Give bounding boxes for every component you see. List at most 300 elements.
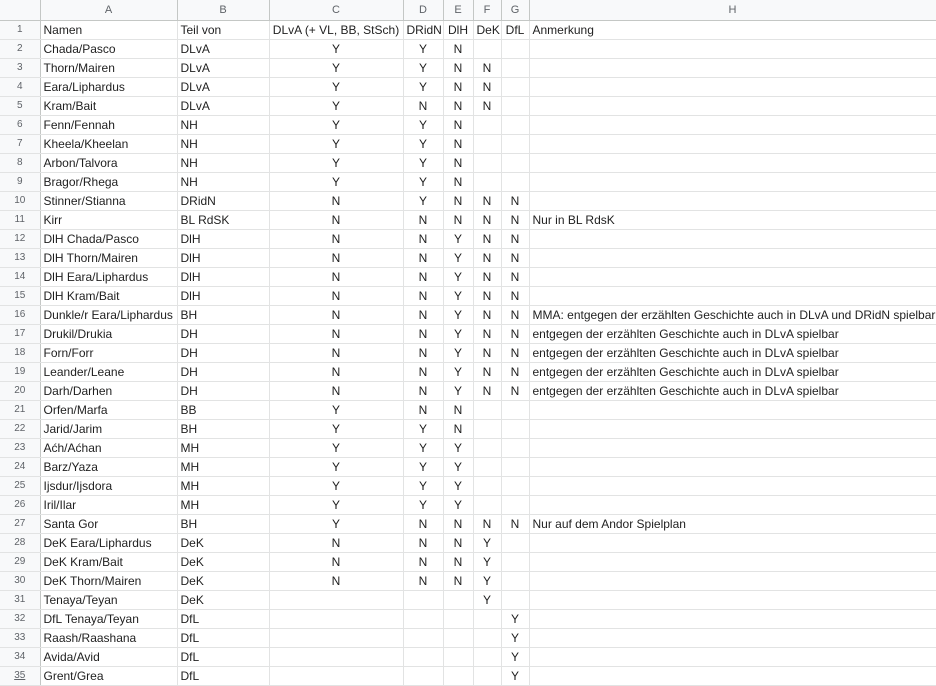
cell-f1[interactable]: DeK	[473, 20, 501, 39]
cell-f33[interactable]	[473, 628, 501, 647]
cell-d16[interactable]: N	[403, 305, 443, 324]
row-header[interactable]: 26	[0, 495, 40, 514]
cell-g35[interactable]: Y	[501, 666, 529, 685]
cell-g13[interactable]: N	[501, 248, 529, 267]
cell-a15[interactable]: DlH Kram/Bait	[40, 286, 177, 305]
cell-f26[interactable]	[473, 495, 501, 514]
cell-g17[interactable]: N	[501, 324, 529, 343]
cell-c11[interactable]: N	[269, 210, 403, 229]
cell-b22[interactable]: BH	[177, 419, 269, 438]
cell-c20[interactable]: N	[269, 381, 403, 400]
cell-b8[interactable]: NH	[177, 153, 269, 172]
cell-e1[interactable]: DlH	[443, 20, 473, 39]
cell-f18[interactable]: N	[473, 343, 501, 362]
cell-g7[interactable]	[501, 134, 529, 153]
cell-a32[interactable]: DfL Tenaya/Teyan	[40, 609, 177, 628]
cell-c8[interactable]: Y	[269, 153, 403, 172]
cell-d29[interactable]: N	[403, 552, 443, 571]
cell-h20[interactable]: entgegen der erzählten Geschichte auch in DLvA spielbar	[529, 381, 936, 400]
row-header[interactable]: 17	[0, 324, 40, 343]
cell-f14[interactable]: N	[473, 267, 501, 286]
cell-h28[interactable]	[529, 533, 936, 552]
cell-a22[interactable]: Jarid/Jarim	[40, 419, 177, 438]
cell-c33[interactable]	[269, 628, 403, 647]
cell-g4[interactable]	[501, 77, 529, 96]
cell-g23[interactable]	[501, 438, 529, 457]
cell-b21[interactable]: BB	[177, 400, 269, 419]
cell-c9[interactable]: Y	[269, 172, 403, 191]
row-header[interactable]: 20	[0, 381, 40, 400]
cell-d32[interactable]	[403, 609, 443, 628]
row-header[interactable]: 29	[0, 552, 40, 571]
cell-a13[interactable]: DlH Thorn/Mairen	[40, 248, 177, 267]
cell-b27[interactable]: BH	[177, 514, 269, 533]
cell-c5[interactable]: Y	[269, 96, 403, 115]
cell-f17[interactable]: N	[473, 324, 501, 343]
cell-c10[interactable]: N	[269, 191, 403, 210]
row-header[interactable]: 2	[0, 39, 40, 58]
row-header[interactable]: 31	[0, 590, 40, 609]
cell-f15[interactable]: N	[473, 286, 501, 305]
cell-g1[interactable]: DfL	[501, 20, 529, 39]
row-header[interactable]: 19	[0, 362, 40, 381]
cell-b26[interactable]: MH	[177, 495, 269, 514]
cell-g16[interactable]: N	[501, 305, 529, 324]
cell-e12[interactable]: Y	[443, 229, 473, 248]
cell-h30[interactable]	[529, 571, 936, 590]
cell-e6[interactable]: N	[443, 115, 473, 134]
cell-f34[interactable]	[473, 647, 501, 666]
cell-a31[interactable]: Tenaya/Teyan	[40, 590, 177, 609]
column-header-a[interactable]: A	[40, 0, 177, 20]
cell-h27[interactable]: Nur auf dem Andor Spielplan	[529, 514, 936, 533]
cell-d10[interactable]: Y	[403, 191, 443, 210]
cell-e19[interactable]: Y	[443, 362, 473, 381]
cell-a2[interactable]: Chada/Pasco	[40, 39, 177, 58]
cell-b13[interactable]: DlH	[177, 248, 269, 267]
cell-f12[interactable]: N	[473, 229, 501, 248]
cell-c32[interactable]	[269, 609, 403, 628]
cell-c6[interactable]: Y	[269, 115, 403, 134]
row-header[interactable]: 18	[0, 343, 40, 362]
cell-g31[interactable]	[501, 590, 529, 609]
cell-g14[interactable]: N	[501, 267, 529, 286]
cell-e3[interactable]: N	[443, 58, 473, 77]
cell-c4[interactable]: Y	[269, 77, 403, 96]
cell-a5[interactable]: Kram/Bait	[40, 96, 177, 115]
cell-g29[interactable]	[501, 552, 529, 571]
row-header[interactable]: 32	[0, 609, 40, 628]
cell-h7[interactable]	[529, 134, 936, 153]
cell-b20[interactable]: DH	[177, 381, 269, 400]
row-header[interactable]: 9	[0, 172, 40, 191]
cell-h18[interactable]: entgegen der erzählten Geschichte auch in DLvA spielbar	[529, 343, 936, 362]
cell-g22[interactable]	[501, 419, 529, 438]
cell-a9[interactable]: Bragor/Rhega	[40, 172, 177, 191]
cell-h14[interactable]	[529, 267, 936, 286]
row-header[interactable]: 28	[0, 533, 40, 552]
cell-d31[interactable]	[403, 590, 443, 609]
cell-c22[interactable]: Y	[269, 419, 403, 438]
cell-h8[interactable]	[529, 153, 936, 172]
cell-d7[interactable]: Y	[403, 134, 443, 153]
cell-h11[interactable]: Nur in BL RdsK	[529, 210, 936, 229]
cell-h13[interactable]	[529, 248, 936, 267]
cell-h6[interactable]	[529, 115, 936, 134]
cell-f19[interactable]: N	[473, 362, 501, 381]
cell-e30[interactable]: N	[443, 571, 473, 590]
row-header[interactable]: 15	[0, 286, 40, 305]
row-header[interactable]: 24	[0, 457, 40, 476]
row-header[interactable]: 8	[0, 153, 40, 172]
cell-b9[interactable]: NH	[177, 172, 269, 191]
cell-d3[interactable]: Y	[403, 58, 443, 77]
cell-e9[interactable]: N	[443, 172, 473, 191]
cell-a24[interactable]: Barz/Yaza	[40, 457, 177, 476]
cell-h26[interactable]	[529, 495, 936, 514]
row-header[interactable]: 34	[0, 647, 40, 666]
row-header[interactable]: 21	[0, 400, 40, 419]
cell-a4[interactable]: Eara/Liphardus	[40, 77, 177, 96]
cell-d26[interactable]: Y	[403, 495, 443, 514]
cell-d12[interactable]: N	[403, 229, 443, 248]
cell-f32[interactable]	[473, 609, 501, 628]
cell-h33[interactable]	[529, 628, 936, 647]
cell-b14[interactable]: DlH	[177, 267, 269, 286]
cell-a1[interactable]: Namen	[40, 20, 177, 39]
row-header[interactable]: 6	[0, 115, 40, 134]
row-header[interactable]: 25	[0, 476, 40, 495]
cell-c14[interactable]: N	[269, 267, 403, 286]
cell-e25[interactable]: Y	[443, 476, 473, 495]
cell-f20[interactable]: N	[473, 381, 501, 400]
cell-e16[interactable]: Y	[443, 305, 473, 324]
cell-a25[interactable]: Ijsdur/Ijsdora	[40, 476, 177, 495]
cell-b4[interactable]: DLvA	[177, 77, 269, 96]
cell-e21[interactable]: N	[443, 400, 473, 419]
cell-f35[interactable]	[473, 666, 501, 685]
cell-e2[interactable]: N	[443, 39, 473, 58]
cell-a10[interactable]: Stinner/Stianna	[40, 191, 177, 210]
cell-f11[interactable]: N	[473, 210, 501, 229]
cell-c12[interactable]: N	[269, 229, 403, 248]
cell-c34[interactable]	[269, 647, 403, 666]
cell-b10[interactable]: DRidN	[177, 191, 269, 210]
cell-h29[interactable]	[529, 552, 936, 571]
cell-d33[interactable]	[403, 628, 443, 647]
cell-f5[interactable]: N	[473, 96, 501, 115]
cell-c13[interactable]: N	[269, 248, 403, 267]
row-header[interactable]: 10	[0, 191, 40, 210]
row-header[interactable]: 7	[0, 134, 40, 153]
cell-a8[interactable]: Arbon/Talvora	[40, 153, 177, 172]
cell-d6[interactable]: Y	[403, 115, 443, 134]
cell-f3[interactable]: N	[473, 58, 501, 77]
cell-g26[interactable]	[501, 495, 529, 514]
cell-f28[interactable]: Y	[473, 533, 501, 552]
cell-a11[interactable]: Kirr	[40, 210, 177, 229]
row-header[interactable]: 3	[0, 58, 40, 77]
cell-a19[interactable]: Leander/Leane	[40, 362, 177, 381]
cell-h31[interactable]	[529, 590, 936, 609]
cell-b7[interactable]: NH	[177, 134, 269, 153]
cell-a21[interactable]: Orfen/Marfa	[40, 400, 177, 419]
cell-b29[interactable]: DeK	[177, 552, 269, 571]
cell-b2[interactable]: DLvA	[177, 39, 269, 58]
cell-g15[interactable]: N	[501, 286, 529, 305]
cell-d2[interactable]: Y	[403, 39, 443, 58]
cell-b11[interactable]: BL RdSK	[177, 210, 269, 229]
cell-d27[interactable]: N	[403, 514, 443, 533]
cell-d4[interactable]: Y	[403, 77, 443, 96]
cell-b18[interactable]: DH	[177, 343, 269, 362]
cell-h32[interactable]	[529, 609, 936, 628]
cell-h35[interactable]	[529, 666, 936, 685]
cell-d19[interactable]: N	[403, 362, 443, 381]
cell-a17[interactable]: Drukil/Drukia	[40, 324, 177, 343]
cell-c19[interactable]: N	[269, 362, 403, 381]
cell-a16[interactable]: Dunkle/r Eara/Liphardus	[40, 305, 177, 324]
cell-a27[interactable]: Santa Gor	[40, 514, 177, 533]
cell-d20[interactable]: N	[403, 381, 443, 400]
cell-h25[interactable]	[529, 476, 936, 495]
cell-d30[interactable]: N	[403, 571, 443, 590]
cell-h4[interactable]	[529, 77, 936, 96]
cell-d11[interactable]: N	[403, 210, 443, 229]
cell-e11[interactable]: N	[443, 210, 473, 229]
cell-g6[interactable]	[501, 115, 529, 134]
cell-b33[interactable]: DfL	[177, 628, 269, 647]
cell-g2[interactable]	[501, 39, 529, 58]
cell-e34[interactable]	[443, 647, 473, 666]
cell-h15[interactable]	[529, 286, 936, 305]
cell-h9[interactable]	[529, 172, 936, 191]
cell-h3[interactable]	[529, 58, 936, 77]
cell-a18[interactable]: Forn/Forr	[40, 343, 177, 362]
row-header[interactable]: 14	[0, 267, 40, 286]
cell-c35[interactable]	[269, 666, 403, 685]
cell-g9[interactable]	[501, 172, 529, 191]
cell-f9[interactable]	[473, 172, 501, 191]
cell-b19[interactable]: DH	[177, 362, 269, 381]
cell-b1[interactable]: Teil von	[177, 20, 269, 39]
cell-c17[interactable]: N	[269, 324, 403, 343]
cell-c25[interactable]: Y	[269, 476, 403, 495]
cell-b35[interactable]: DfL	[177, 666, 269, 685]
cell-f13[interactable]: N	[473, 248, 501, 267]
cell-b12[interactable]: DlH	[177, 229, 269, 248]
cell-g18[interactable]: N	[501, 343, 529, 362]
cell-f23[interactable]	[473, 438, 501, 457]
cell-e13[interactable]: Y	[443, 248, 473, 267]
cell-c30[interactable]: N	[269, 571, 403, 590]
cell-h10[interactable]	[529, 191, 936, 210]
cell-b25[interactable]: MH	[177, 476, 269, 495]
cell-c24[interactable]: Y	[269, 457, 403, 476]
cell-a29[interactable]: DeK Kram/Bait	[40, 552, 177, 571]
cell-d17[interactable]: N	[403, 324, 443, 343]
cell-d25[interactable]: Y	[403, 476, 443, 495]
cell-b28[interactable]: DeK	[177, 533, 269, 552]
cell-f30[interactable]: Y	[473, 571, 501, 590]
cell-g8[interactable]	[501, 153, 529, 172]
cell-d24[interactable]: Y	[403, 457, 443, 476]
cell-b23[interactable]: MH	[177, 438, 269, 457]
cell-c7[interactable]: Y	[269, 134, 403, 153]
cell-g20[interactable]: N	[501, 381, 529, 400]
cell-f7[interactable]	[473, 134, 501, 153]
cell-c21[interactable]: Y	[269, 400, 403, 419]
cell-h2[interactable]	[529, 39, 936, 58]
cell-d13[interactable]: N	[403, 248, 443, 267]
cell-h16[interactable]: MMA: entgegen der erzählten Geschichte auch in DLvA und DRidN spielbar	[529, 305, 936, 324]
cell-e15[interactable]: Y	[443, 286, 473, 305]
cell-g11[interactable]: N	[501, 210, 529, 229]
row-header[interactable]: 5	[0, 96, 40, 115]
cell-e20[interactable]: Y	[443, 381, 473, 400]
row-header[interactable]: 23	[0, 438, 40, 457]
cell-d15[interactable]: N	[403, 286, 443, 305]
cell-f31[interactable]: Y	[473, 590, 501, 609]
cell-e33[interactable]	[443, 628, 473, 647]
cell-d22[interactable]: Y	[403, 419, 443, 438]
cell-e22[interactable]: N	[443, 419, 473, 438]
cell-g12[interactable]: N	[501, 229, 529, 248]
cell-f21[interactable]	[473, 400, 501, 419]
row-header[interactable]: 27	[0, 514, 40, 533]
column-header-h[interactable]: H	[529, 0, 936, 20]
column-header-c[interactable]: C	[269, 0, 403, 20]
cell-a28[interactable]: DeK Eara/Liphardus	[40, 533, 177, 552]
cell-h1[interactable]: Anmerkung	[529, 20, 936, 39]
cell-c15[interactable]: N	[269, 286, 403, 305]
row-header[interactable]: 11	[0, 210, 40, 229]
cell-e7[interactable]: N	[443, 134, 473, 153]
cell-a26[interactable]: Iril/Ilar	[40, 495, 177, 514]
cell-g32[interactable]: Y	[501, 609, 529, 628]
cell-c26[interactable]: Y	[269, 495, 403, 514]
row-header[interactable]: 16	[0, 305, 40, 324]
cell-g5[interactable]	[501, 96, 529, 115]
cell-e10[interactable]: N	[443, 191, 473, 210]
row-header[interactable]: 12	[0, 229, 40, 248]
cell-b3[interactable]: DLvA	[177, 58, 269, 77]
cell-g28[interactable]	[501, 533, 529, 552]
cell-d23[interactable]: Y	[403, 438, 443, 457]
cell-h34[interactable]	[529, 647, 936, 666]
cell-d21[interactable]: N	[403, 400, 443, 419]
cell-f8[interactable]	[473, 153, 501, 172]
cell-a34[interactable]: Avida/Avid	[40, 647, 177, 666]
cell-b5[interactable]: DLvA	[177, 96, 269, 115]
cell-e35[interactable]	[443, 666, 473, 685]
cell-g30[interactable]	[501, 571, 529, 590]
cell-e24[interactable]: Y	[443, 457, 473, 476]
column-header-g[interactable]: G	[501, 0, 529, 20]
cell-b24[interactable]: MH	[177, 457, 269, 476]
cell-c2[interactable]: Y	[269, 39, 403, 58]
cell-g19[interactable]: N	[501, 362, 529, 381]
cell-h5[interactable]	[529, 96, 936, 115]
column-header-d[interactable]: D	[403, 0, 443, 20]
cell-b32[interactable]: DfL	[177, 609, 269, 628]
cell-e17[interactable]: Y	[443, 324, 473, 343]
cell-b16[interactable]: BH	[177, 305, 269, 324]
cell-e14[interactable]: Y	[443, 267, 473, 286]
cell-e29[interactable]: N	[443, 552, 473, 571]
cell-g25[interactable]	[501, 476, 529, 495]
cell-e8[interactable]: N	[443, 153, 473, 172]
column-header-b[interactable]: B	[177, 0, 269, 20]
cell-b6[interactable]: NH	[177, 115, 269, 134]
cell-b34[interactable]: DfL	[177, 647, 269, 666]
cell-d35[interactable]	[403, 666, 443, 685]
cell-b31[interactable]: DeK	[177, 590, 269, 609]
cell-c23[interactable]: Y	[269, 438, 403, 457]
cell-e18[interactable]: Y	[443, 343, 473, 362]
cell-d8[interactable]: Y	[403, 153, 443, 172]
row-header[interactable]: 22	[0, 419, 40, 438]
cell-a35[interactable]: Grent/Grea	[40, 666, 177, 685]
cell-c1[interactable]: DLvA (+ VL, BB, StSch)	[269, 20, 403, 39]
cell-b30[interactable]: DeK	[177, 571, 269, 590]
cell-f29[interactable]: Y	[473, 552, 501, 571]
cell-g10[interactable]: N	[501, 191, 529, 210]
cell-d14[interactable]: N	[403, 267, 443, 286]
cell-h19[interactable]: entgegen der erzählten Geschichte auch in DLvA spielbar	[529, 362, 936, 381]
cell-g3[interactable]	[501, 58, 529, 77]
cell-h21[interactable]	[529, 400, 936, 419]
cell-h23[interactable]	[529, 438, 936, 457]
cell-a3[interactable]: Thorn/Mairen	[40, 58, 177, 77]
cell-h12[interactable]	[529, 229, 936, 248]
cell-c28[interactable]: N	[269, 533, 403, 552]
cell-f6[interactable]	[473, 115, 501, 134]
cell-a23[interactable]: Aćh/Aćhan	[40, 438, 177, 457]
cell-d1[interactable]: DRidN	[403, 20, 443, 39]
cell-c3[interactable]: Y	[269, 58, 403, 77]
cell-d34[interactable]	[403, 647, 443, 666]
cell-g24[interactable]	[501, 457, 529, 476]
cell-c18[interactable]: N	[269, 343, 403, 362]
row-header[interactable]: 33	[0, 628, 40, 647]
cell-f27[interactable]: N	[473, 514, 501, 533]
cell-b15[interactable]: DlH	[177, 286, 269, 305]
cell-a33[interactable]: Raash/Raashana	[40, 628, 177, 647]
cell-h24[interactable]	[529, 457, 936, 476]
cell-f2[interactable]	[473, 39, 501, 58]
cell-e23[interactable]: Y	[443, 438, 473, 457]
cell-a30[interactable]: DeK Thorn/Mairen	[40, 571, 177, 590]
cell-g21[interactable]	[501, 400, 529, 419]
cell-c16[interactable]: N	[269, 305, 403, 324]
cell-e31[interactable]	[443, 590, 473, 609]
cell-c31[interactable]	[269, 590, 403, 609]
cell-e32[interactable]	[443, 609, 473, 628]
cell-f16[interactable]: N	[473, 305, 501, 324]
cell-h17[interactable]: entgegen der erzählten Geschichte auch in DLvA spielbar	[529, 324, 936, 343]
cell-a20[interactable]: Darh/Darhen	[40, 381, 177, 400]
cell-f22[interactable]	[473, 419, 501, 438]
cell-f24[interactable]	[473, 457, 501, 476]
cell-g27[interactable]: N	[501, 514, 529, 533]
column-header-e[interactable]: E	[443, 0, 473, 20]
cell-e27[interactable]: N	[443, 514, 473, 533]
cell-c29[interactable]: N	[269, 552, 403, 571]
cell-d9[interactable]: Y	[403, 172, 443, 191]
cell-e28[interactable]: N	[443, 533, 473, 552]
cell-b17[interactable]: DH	[177, 324, 269, 343]
